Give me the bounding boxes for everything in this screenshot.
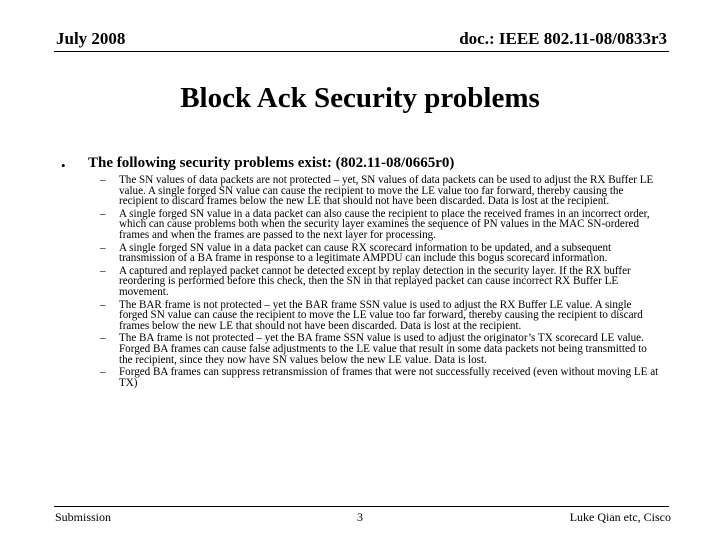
header-doc-id: doc.: IEEE 802.11-08/0833r3 — [459, 29, 667, 48]
list-item-text: A single forged SN value in a data packet can also cause the recipient to place the received frames in an incorrect order, which can cause problems both when the security layer examines the sequence of PN values in the MAC SN-ordered frames and when the frames are passed to the next layer for processing. — [119, 207, 650, 241]
list-item — [100, 243, 660, 264]
list-item-text: Forged BA frames can suppress retransmission of frames that were not successfully received (even without moving LE at TX) — [119, 366, 659, 389]
list-item-text: The BAR frame is not protected – yet the BAR frame SSN value is used to adjust the RX Buffer LE value. A single forged SN value can cause the recipient to move the LE value too far forward, thereby causing the recipient to discard frames below the new LE that should not have been discarded. Data is lost at the recipient. — [119, 298, 643, 332]
dash-marker: – — [100, 298, 106, 311]
list-item — [100, 209, 660, 241]
main-bullet-text: The following security problems exist: (802.11-08/0665r0) — [88, 155, 455, 171]
sub-bullet-list — [100, 175, 660, 390]
dash-marker: – — [100, 174, 106, 186]
header-date: July 2008 — [56, 29, 126, 48]
list-item — [100, 300, 660, 332]
list-item-text: A captured and replayed packet cannot be detected except by replay detection in the security layer. If the RX buffer reordering is performed before this check, then the SN in that replayed packet can cause incorrect RX Buffer LE movement. — [119, 264, 631, 298]
list-item-text: A single forged SN value in a data packet can cause RX scorecard information to be updated, and a subsequent transmission of a BA frame in response to a legitimate AMPDU can include this bogus scorecard information. — [119, 241, 612, 265]
list-item — [100, 175, 660, 207]
footer-author: Luke Qian etc, Cisco — [569, 510, 671, 524]
page-number: 3 — [357, 510, 363, 524]
header-divider — [54, 51, 669, 52]
bullet-marker: • — [61, 158, 66, 173]
dash-marker: – — [100, 332, 106, 345]
list-item-text: The SN values of data packets are not protected – yet, SN values of data packets can be used to adjust the RX Buffer LE value. A single forged SN value can cause the recipient to move the LE value too far forward, thereby causing the recipient to discard frames below the new LE that should not have been discarded. Data is lost at the recipient. — [119, 174, 654, 208]
dash-marker: – — [100, 264, 106, 277]
list-item-text: The BA frame is not protected – yet the BA frame SSN value is used to adjust the originator’s TX scorecard LE value. Forged BA frames can cause false adjustments to the LE value that result in some data packets not being transmitted to the recipient, since they now have SN values below the new LE value. Data is lost. — [119, 332, 647, 366]
slide-title: Block Ack Security problems — [180, 82, 540, 114]
list-item — [100, 333, 660, 365]
dash-marker: – — [100, 366, 106, 379]
footer-submission: Submission — [55, 510, 112, 524]
dash-marker: – — [100, 241, 106, 254]
list-item — [100, 266, 660, 298]
list-item — [100, 367, 660, 388]
footer-divider — [54, 506, 669, 507]
dash-marker: – — [100, 207, 106, 220]
